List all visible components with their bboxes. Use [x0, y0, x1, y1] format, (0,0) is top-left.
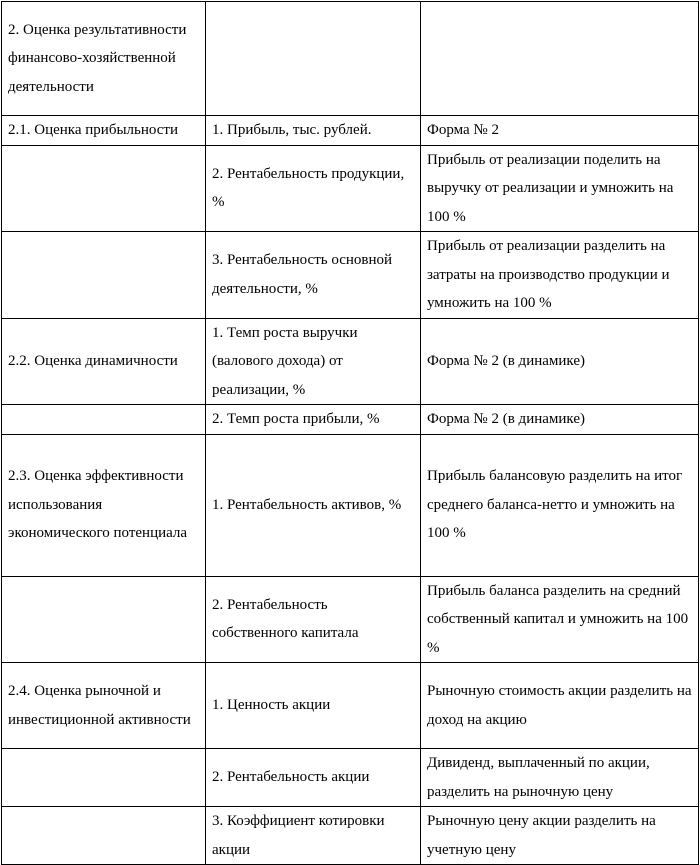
table-cell-indicator: 3. Рентабельность основной деятельности, %	[206, 232, 421, 319]
table-cell-method: Прибыль балансовую разделить на итог среднего баланса-нетто и умножить на 100 %	[421, 434, 699, 576]
table-cell-method: Форма № 2 (в динамике)	[421, 318, 699, 405]
table-cell-indicator: 1. Рентабельность активов, %	[206, 434, 421, 576]
table-cell-indicator: 2. Рентабельность продукции, %	[206, 145, 421, 232]
table-cell-section: 2.4. Оценка рыночной и инвестиционной активности	[2, 663, 206, 749]
table-row	[2, 232, 699, 319]
table-cell-method: Рыночную цену акции разделить на учетную цену	[421, 807, 699, 865]
table-cell-method: Прибыль от реализации поделить на выручку от реализации и умножить на 100 %	[421, 145, 699, 232]
table-row	[2, 749, 699, 807]
table-row	[2, 663, 699, 749]
table-cell-section: 2.3. Оценка эффективности использования экономического потенциала	[2, 434, 206, 576]
table-cell-method: Прибыль от реализации разделить на затраты на производство продукции и умножить на 100 %	[421, 232, 699, 319]
table-row	[2, 576, 699, 663]
table-cell-section	[2, 807, 206, 865]
table-row	[2, 116, 699, 146]
table-cell-indicator	[206, 2, 421, 116]
table-cell-method	[421, 2, 699, 116]
table-cell-indicator: 2. Рентабельность собственного капитала	[206, 576, 421, 663]
table-cell-section	[2, 232, 206, 319]
table-cell-section: 2.1. Оценка прибыльности	[2, 116, 206, 146]
table-cell-section	[2, 749, 206, 807]
indicators-table	[1, 1, 699, 865]
table-row	[2, 2, 699, 116]
table-cell-section: 2.2. Оценка динамичности	[2, 318, 206, 405]
table-cell-indicator: 1. Прибыль, тыс. рублей.	[206, 116, 421, 146]
table-cell-indicator: 1. Темп роста выручки (валового дохода) от реализации, %	[206, 318, 421, 405]
table-cell-method: Форма № 2 (в динамике)	[421, 405, 699, 435]
table-cell-method: Прибыль баланса разделить на средний собственный капитал и умножить на 100 %	[421, 576, 699, 663]
table-cell-indicator: 3. Коэффициент котировки акции	[206, 807, 421, 865]
table-cell-section: 2. Оценка результативности финансово-хозяйственной деятельности	[2, 2, 206, 116]
table-row	[2, 807, 699, 865]
table-cell-method: Форма № 2	[421, 116, 699, 146]
table-cell-section	[2, 145, 206, 232]
table-cell-indicator: 2. Темп роста прибыли, %	[206, 405, 421, 435]
table-cell-method: Рыночную стоимость акции разделить на доход на акцию	[421, 663, 699, 749]
table-row	[2, 434, 699, 576]
table-cell-indicator: 1. Ценность акции	[206, 663, 421, 749]
table-cell-section	[2, 405, 206, 435]
table-row	[2, 318, 699, 405]
table-row	[2, 405, 699, 435]
table-cell-indicator: 2. Рентабельность акции	[206, 749, 421, 807]
table-row	[2, 145, 699, 232]
table-cell-method: Дивиденд, выплаченный по акции, разделить на рыночную цену	[421, 749, 699, 807]
table-cell-section	[2, 576, 206, 663]
